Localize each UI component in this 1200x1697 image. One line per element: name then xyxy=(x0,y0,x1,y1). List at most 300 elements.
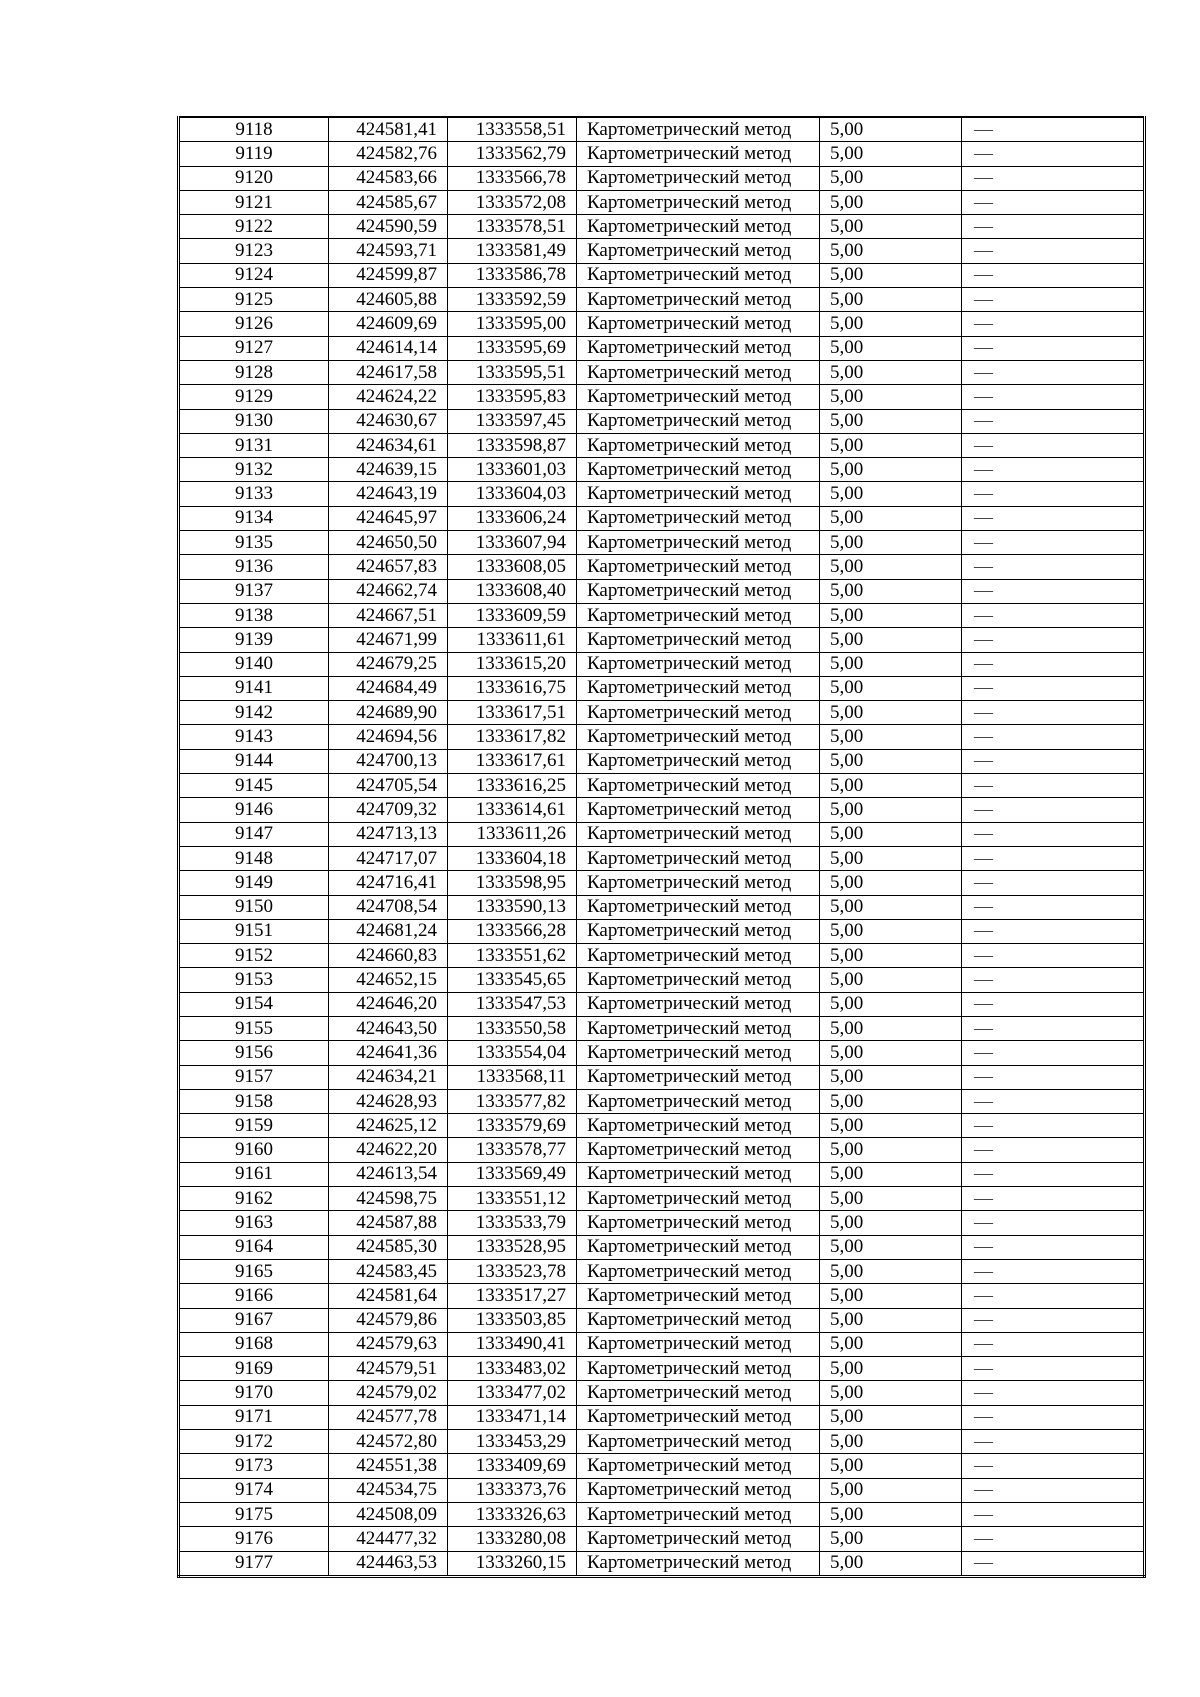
description-cell: — xyxy=(962,142,1145,166)
description-cell: — xyxy=(962,1357,1145,1381)
x-coordinate-cell: 424579,63 xyxy=(329,1332,448,1356)
description-cell: — xyxy=(962,701,1145,725)
description-cell: — xyxy=(962,822,1145,846)
method-cell: Картометрический метод xyxy=(577,1284,820,1308)
table-row xyxy=(179,288,1145,312)
point-number-cell: 9154 xyxy=(179,992,329,1016)
x-coordinate-cell: 424613,54 xyxy=(329,1162,448,1186)
precision-cell: 5,00 xyxy=(820,1089,962,1113)
description-cell: — xyxy=(962,1405,1145,1429)
x-coordinate-cell: 424582,76 xyxy=(329,142,448,166)
y-coordinate-cell: 1333533,79 xyxy=(448,1211,577,1235)
description-cell: — xyxy=(962,1454,1145,1478)
y-coordinate-cell: 1333616,25 xyxy=(448,774,577,798)
x-coordinate-cell: 424583,66 xyxy=(329,166,448,190)
y-coordinate-cell: 1333592,59 xyxy=(448,288,577,312)
x-coordinate-cell: 424508,09 xyxy=(329,1502,448,1526)
method-cell: Картометрический метод xyxy=(577,1162,820,1186)
method-cell: Картометрический метод xyxy=(577,1527,820,1551)
method-cell: Картометрический метод xyxy=(577,1502,820,1526)
table-row xyxy=(179,1041,1145,1065)
point-number-cell: 9139 xyxy=(179,628,329,652)
x-coordinate-cell: 424614,14 xyxy=(329,336,448,360)
x-coordinate-cell: 424681,24 xyxy=(329,919,448,943)
description-cell: — xyxy=(962,1259,1145,1283)
description-cell: — xyxy=(962,1089,1145,1113)
precision-cell: 5,00 xyxy=(820,701,962,725)
description-cell: — xyxy=(962,774,1145,798)
y-coordinate-cell: 1333581,49 xyxy=(448,239,577,263)
x-coordinate-cell: 424579,86 xyxy=(329,1308,448,1332)
precision-cell: 5,00 xyxy=(820,871,962,895)
y-coordinate-cell: 1333611,26 xyxy=(448,822,577,846)
y-coordinate-cell: 1333578,51 xyxy=(448,215,577,239)
method-cell: Картометрический метод xyxy=(577,1089,820,1113)
table-row xyxy=(179,142,1145,166)
table-row xyxy=(179,555,1145,579)
precision-cell: 5,00 xyxy=(820,798,962,822)
table-row xyxy=(179,117,1145,142)
table-row xyxy=(179,1235,1145,1259)
coordinates-table xyxy=(177,116,1146,1578)
precision-cell: 5,00 xyxy=(820,846,962,870)
method-cell: Картометрический метод xyxy=(577,1016,820,1040)
precision-cell: 5,00 xyxy=(820,555,962,579)
method-cell: Картометрический метод xyxy=(577,190,820,214)
point-number-cell: 9141 xyxy=(179,676,329,700)
description-cell: — xyxy=(962,1502,1145,1526)
point-number-cell: 9134 xyxy=(179,506,329,530)
x-coordinate-cell: 424679,25 xyxy=(329,652,448,676)
table-row xyxy=(179,1381,1145,1405)
point-number-cell: 9122 xyxy=(179,215,329,239)
x-coordinate-cell: 424617,58 xyxy=(329,360,448,384)
x-coordinate-cell: 424646,20 xyxy=(329,992,448,1016)
description-cell: — xyxy=(962,1138,1145,1162)
x-coordinate-cell: 424641,36 xyxy=(329,1041,448,1065)
description-cell: — xyxy=(962,409,1145,433)
precision-cell: 5,00 xyxy=(820,1381,962,1405)
method-cell: Картометрический метод xyxy=(577,409,820,433)
description-cell: — xyxy=(962,482,1145,506)
point-number-cell: 9145 xyxy=(179,774,329,798)
x-coordinate-cell: 424717,07 xyxy=(329,846,448,870)
y-coordinate-cell: 1333523,78 xyxy=(448,1259,577,1283)
y-coordinate-cell: 1333572,08 xyxy=(448,190,577,214)
point-number-cell: 9165 xyxy=(179,1259,329,1283)
x-coordinate-cell: 424716,41 xyxy=(329,871,448,895)
x-coordinate-cell: 424630,67 xyxy=(329,409,448,433)
table-row xyxy=(179,215,1145,239)
y-coordinate-cell: 1333615,20 xyxy=(448,652,577,676)
precision-cell: 5,00 xyxy=(820,1235,962,1259)
table-row xyxy=(179,409,1145,433)
method-cell: Картометрический метод xyxy=(577,1454,820,1478)
description-cell: — xyxy=(962,1187,1145,1211)
description-cell: — xyxy=(962,1332,1145,1356)
point-number-cell: 9143 xyxy=(179,725,329,749)
y-coordinate-cell: 1333517,27 xyxy=(448,1284,577,1308)
y-coordinate-cell: 1333545,65 xyxy=(448,968,577,992)
table-row xyxy=(179,1259,1145,1283)
x-coordinate-cell: 424581,41 xyxy=(329,117,448,142)
precision-cell: 5,00 xyxy=(820,1430,962,1454)
x-coordinate-cell: 424700,13 xyxy=(329,749,448,773)
precision-cell: 5,00 xyxy=(820,1478,962,1502)
method-cell: Картометрический метод xyxy=(577,1187,820,1211)
description-cell: — xyxy=(962,944,1145,968)
precision-cell: 5,00 xyxy=(820,190,962,214)
x-coordinate-cell: 424694,56 xyxy=(329,725,448,749)
x-coordinate-cell: 424662,74 xyxy=(329,579,448,603)
description-cell: — xyxy=(962,652,1145,676)
precision-cell: 5,00 xyxy=(820,458,962,482)
y-coordinate-cell: 1333595,83 xyxy=(448,385,577,409)
y-coordinate-cell: 1333595,51 xyxy=(448,360,577,384)
method-cell: Картометрический метод xyxy=(577,1381,820,1405)
point-number-cell: 9177 xyxy=(179,1551,329,1576)
y-coordinate-cell: 1333566,28 xyxy=(448,919,577,943)
y-coordinate-cell: 1333579,69 xyxy=(448,1114,577,1138)
description-cell: — xyxy=(962,360,1145,384)
description-cell: — xyxy=(962,215,1145,239)
x-coordinate-cell: 424572,80 xyxy=(329,1430,448,1454)
x-coordinate-cell: 424709,32 xyxy=(329,798,448,822)
y-coordinate-cell: 1333477,02 xyxy=(448,1381,577,1405)
method-cell: Картометрический метод xyxy=(577,798,820,822)
precision-cell: 5,00 xyxy=(820,992,962,1016)
precision-cell: 5,00 xyxy=(820,1187,962,1211)
y-coordinate-cell: 1333490,41 xyxy=(448,1332,577,1356)
table-row xyxy=(179,482,1145,506)
description-cell: — xyxy=(962,968,1145,992)
precision-cell: 5,00 xyxy=(820,1041,962,1065)
point-number-cell: 9118 xyxy=(179,117,329,142)
description-cell: — xyxy=(962,1308,1145,1332)
y-coordinate-cell: 1333568,11 xyxy=(448,1065,577,1089)
y-coordinate-cell: 1333528,95 xyxy=(448,1235,577,1259)
x-coordinate-cell: 424477,32 xyxy=(329,1527,448,1551)
y-coordinate-cell: 1333558,51 xyxy=(448,117,577,142)
table-row xyxy=(179,846,1145,870)
method-cell: Картометрический метод xyxy=(577,288,820,312)
precision-cell: 5,00 xyxy=(820,385,962,409)
y-coordinate-cell: 1333326,63 xyxy=(448,1502,577,1526)
table-row xyxy=(179,603,1145,627)
table-row xyxy=(179,822,1145,846)
precision-cell: 5,00 xyxy=(820,1332,962,1356)
point-number-cell: 9171 xyxy=(179,1405,329,1429)
table-row xyxy=(179,1284,1145,1308)
x-coordinate-cell: 424643,50 xyxy=(329,1016,448,1040)
precision-cell: 5,00 xyxy=(820,336,962,360)
description-cell: — xyxy=(962,1430,1145,1454)
table-row xyxy=(179,239,1145,263)
precision-cell: 5,00 xyxy=(820,117,962,142)
description-cell: — xyxy=(962,846,1145,870)
point-number-cell: 9153 xyxy=(179,968,329,992)
x-coordinate-cell: 424579,51 xyxy=(329,1357,448,1381)
description-cell: — xyxy=(962,1162,1145,1186)
y-coordinate-cell: 1333608,40 xyxy=(448,579,577,603)
method-cell: Картометрический метод xyxy=(577,944,820,968)
precision-cell: 5,00 xyxy=(820,1114,962,1138)
method-cell: Картометрический метод xyxy=(577,166,820,190)
table-row xyxy=(179,312,1145,336)
method-cell: Картометрический метод xyxy=(577,1114,820,1138)
table-row xyxy=(179,579,1145,603)
y-coordinate-cell: 1333608,05 xyxy=(448,555,577,579)
x-coordinate-cell: 424587,88 xyxy=(329,1211,448,1235)
description-cell: — xyxy=(962,1041,1145,1065)
method-cell: Картометрический метод xyxy=(577,506,820,530)
method-cell: Картометрический метод xyxy=(577,749,820,773)
y-coordinate-cell: 1333598,87 xyxy=(448,433,577,457)
precision-cell: 5,00 xyxy=(820,1211,962,1235)
table-row xyxy=(179,798,1145,822)
y-coordinate-cell: 1333547,53 xyxy=(448,992,577,1016)
precision-cell: 5,00 xyxy=(820,263,962,287)
description-cell: — xyxy=(962,117,1145,142)
table-row xyxy=(179,360,1145,384)
table-row xyxy=(179,263,1145,287)
description-cell: — xyxy=(962,1065,1145,1089)
method-cell: Картометрический метод xyxy=(577,1308,820,1332)
point-number-cell: 9147 xyxy=(179,822,329,846)
table-row xyxy=(179,1065,1145,1089)
point-number-cell: 9126 xyxy=(179,312,329,336)
description-cell: — xyxy=(962,919,1145,943)
y-coordinate-cell: 1333617,51 xyxy=(448,701,577,725)
point-number-cell: 9155 xyxy=(179,1016,329,1040)
point-number-cell: 9163 xyxy=(179,1211,329,1235)
description-cell: — xyxy=(962,239,1145,263)
table-row xyxy=(179,1357,1145,1381)
precision-cell: 5,00 xyxy=(820,166,962,190)
description-cell: — xyxy=(962,336,1145,360)
method-cell: Картометрический метод xyxy=(577,555,820,579)
x-coordinate-cell: 424609,69 xyxy=(329,312,448,336)
method-cell: Картометрический метод xyxy=(577,312,820,336)
y-coordinate-cell: 1333409,69 xyxy=(448,1454,577,1478)
description-cell: — xyxy=(962,579,1145,603)
precision-cell: 5,00 xyxy=(820,1454,962,1478)
precision-cell: 5,00 xyxy=(820,1502,962,1526)
description-cell: — xyxy=(962,628,1145,652)
table-row xyxy=(179,919,1145,943)
x-coordinate-cell: 424585,67 xyxy=(329,190,448,214)
y-coordinate-cell: 1333453,29 xyxy=(448,1430,577,1454)
precision-cell: 5,00 xyxy=(820,531,962,555)
x-coordinate-cell: 424650,50 xyxy=(329,531,448,555)
method-cell: Картометрический метод xyxy=(577,142,820,166)
y-coordinate-cell: 1333597,45 xyxy=(448,409,577,433)
y-coordinate-cell: 1333616,75 xyxy=(448,676,577,700)
y-coordinate-cell: 1333551,62 xyxy=(448,944,577,968)
method-cell: Картометрический метод xyxy=(577,263,820,287)
table-row xyxy=(179,871,1145,895)
table-row xyxy=(179,166,1145,190)
precision-cell: 5,00 xyxy=(820,1284,962,1308)
point-number-cell: 9176 xyxy=(179,1527,329,1551)
method-cell: Картометрический метод xyxy=(577,531,820,555)
description-cell: — xyxy=(962,555,1145,579)
description-cell: — xyxy=(962,1551,1145,1576)
precision-cell: 5,00 xyxy=(820,774,962,798)
method-cell: Картометрический метод xyxy=(577,652,820,676)
description-cell: — xyxy=(962,458,1145,482)
table-row xyxy=(179,992,1145,1016)
y-coordinate-cell: 1333604,18 xyxy=(448,846,577,870)
table-row xyxy=(179,1089,1145,1113)
y-coordinate-cell: 1333373,76 xyxy=(448,1478,577,1502)
y-coordinate-cell: 1333617,82 xyxy=(448,725,577,749)
point-number-cell: 9128 xyxy=(179,360,329,384)
x-coordinate-cell: 424585,30 xyxy=(329,1235,448,1259)
x-coordinate-cell: 424660,83 xyxy=(329,944,448,968)
x-coordinate-cell: 424579,02 xyxy=(329,1381,448,1405)
point-number-cell: 9156 xyxy=(179,1041,329,1065)
method-cell: Картометрический метод xyxy=(577,385,820,409)
description-cell: — xyxy=(962,871,1145,895)
y-coordinate-cell: 1333606,24 xyxy=(448,506,577,530)
x-coordinate-cell: 424705,54 xyxy=(329,774,448,798)
precision-cell: 5,00 xyxy=(820,822,962,846)
y-coordinate-cell: 1333483,02 xyxy=(448,1357,577,1381)
description-cell: — xyxy=(962,531,1145,555)
point-number-cell: 9129 xyxy=(179,385,329,409)
precision-cell: 5,00 xyxy=(820,360,962,384)
point-number-cell: 9161 xyxy=(179,1162,329,1186)
table-row xyxy=(179,1430,1145,1454)
table-row xyxy=(179,701,1145,725)
point-number-cell: 9136 xyxy=(179,555,329,579)
y-coordinate-cell: 1333604,03 xyxy=(448,482,577,506)
description-cell: — xyxy=(962,603,1145,627)
precision-cell: 5,00 xyxy=(820,1162,962,1186)
point-number-cell: 9173 xyxy=(179,1454,329,1478)
point-number-cell: 9125 xyxy=(179,288,329,312)
point-number-cell: 9120 xyxy=(179,166,329,190)
method-cell: Картометрический метод xyxy=(577,968,820,992)
point-number-cell: 9146 xyxy=(179,798,329,822)
precision-cell: 5,00 xyxy=(820,1405,962,1429)
y-coordinate-cell: 1333280,08 xyxy=(448,1527,577,1551)
point-number-cell: 9133 xyxy=(179,482,329,506)
table-row xyxy=(179,336,1145,360)
precision-cell: 5,00 xyxy=(820,749,962,773)
description-cell: — xyxy=(962,1114,1145,1138)
precision-cell: 5,00 xyxy=(820,944,962,968)
precision-cell: 5,00 xyxy=(820,1065,962,1089)
point-number-cell: 9127 xyxy=(179,336,329,360)
precision-cell: 5,00 xyxy=(820,1138,962,1162)
y-coordinate-cell: 1333601,03 xyxy=(448,458,577,482)
y-coordinate-cell: 1333609,59 xyxy=(448,603,577,627)
x-coordinate-cell: 424628,93 xyxy=(329,1089,448,1113)
table-row xyxy=(179,774,1145,798)
table-row xyxy=(179,1308,1145,1332)
x-coordinate-cell: 424639,15 xyxy=(329,458,448,482)
x-coordinate-cell: 424534,75 xyxy=(329,1478,448,1502)
point-number-cell: 9132 xyxy=(179,458,329,482)
description-cell: — xyxy=(962,1016,1145,1040)
x-coordinate-cell: 424671,99 xyxy=(329,628,448,652)
point-number-cell: 9119 xyxy=(179,142,329,166)
precision-cell: 5,00 xyxy=(820,1308,962,1332)
x-coordinate-cell: 424593,71 xyxy=(329,239,448,263)
point-number-cell: 9151 xyxy=(179,919,329,943)
description-cell: — xyxy=(962,1235,1145,1259)
x-coordinate-cell: 424624,22 xyxy=(329,385,448,409)
method-cell: Картометрический метод xyxy=(577,1430,820,1454)
description-cell: — xyxy=(962,312,1145,336)
precision-cell: 5,00 xyxy=(820,215,962,239)
y-coordinate-cell: 1333607,94 xyxy=(448,531,577,555)
method-cell: Картометрический метод xyxy=(577,701,820,725)
y-coordinate-cell: 1333554,04 xyxy=(448,1041,577,1065)
method-cell: Картометрический метод xyxy=(577,725,820,749)
x-coordinate-cell: 424643,19 xyxy=(329,482,448,506)
y-coordinate-cell: 1333595,00 xyxy=(448,312,577,336)
table-row xyxy=(179,458,1145,482)
precision-cell: 5,00 xyxy=(820,676,962,700)
y-coordinate-cell: 1333577,82 xyxy=(448,1089,577,1113)
y-coordinate-cell: 1333551,12 xyxy=(448,1187,577,1211)
point-number-cell: 9124 xyxy=(179,263,329,287)
method-cell: Картометрический метод xyxy=(577,1405,820,1429)
precision-cell: 5,00 xyxy=(820,409,962,433)
x-coordinate-cell: 424667,51 xyxy=(329,603,448,627)
method-cell: Картометрический метод xyxy=(577,895,820,919)
method-cell: Картометрический метод xyxy=(577,117,820,142)
description-cell: — xyxy=(962,749,1145,773)
y-coordinate-cell: 1333503,85 xyxy=(448,1308,577,1332)
method-cell: Картометрический метод xyxy=(577,1138,820,1162)
method-cell: Картометрический метод xyxy=(577,336,820,360)
method-cell: Картометрический метод xyxy=(577,774,820,798)
method-cell: Картометрический метод xyxy=(577,1211,820,1235)
x-coordinate-cell: 424657,83 xyxy=(329,555,448,579)
point-number-cell: 9159 xyxy=(179,1114,329,1138)
description-cell: — xyxy=(962,506,1145,530)
point-number-cell: 9167 xyxy=(179,1308,329,1332)
point-number-cell: 9175 xyxy=(179,1502,329,1526)
y-coordinate-cell: 1333562,79 xyxy=(448,142,577,166)
y-coordinate-cell: 1333550,58 xyxy=(448,1016,577,1040)
point-number-cell: 9164 xyxy=(179,1235,329,1259)
table-row xyxy=(179,1478,1145,1502)
point-number-cell: 9158 xyxy=(179,1089,329,1113)
table-row xyxy=(179,1551,1145,1576)
point-number-cell: 9140 xyxy=(179,652,329,676)
point-number-cell: 9130 xyxy=(179,409,329,433)
point-number-cell: 9135 xyxy=(179,531,329,555)
table-row xyxy=(179,676,1145,700)
x-coordinate-cell: 424605,88 xyxy=(329,288,448,312)
method-cell: Картометрический метод xyxy=(577,1332,820,1356)
method-cell: Картометрический метод xyxy=(577,603,820,627)
method-cell: Картометрический метод xyxy=(577,628,820,652)
precision-cell: 5,00 xyxy=(820,482,962,506)
y-coordinate-cell: 1333578,77 xyxy=(448,1138,577,1162)
point-number-cell: 9160 xyxy=(179,1138,329,1162)
precision-cell: 5,00 xyxy=(820,506,962,530)
description-cell: — xyxy=(962,676,1145,700)
table-row xyxy=(179,506,1145,530)
table-row xyxy=(179,190,1145,214)
point-number-cell: 9162 xyxy=(179,1187,329,1211)
